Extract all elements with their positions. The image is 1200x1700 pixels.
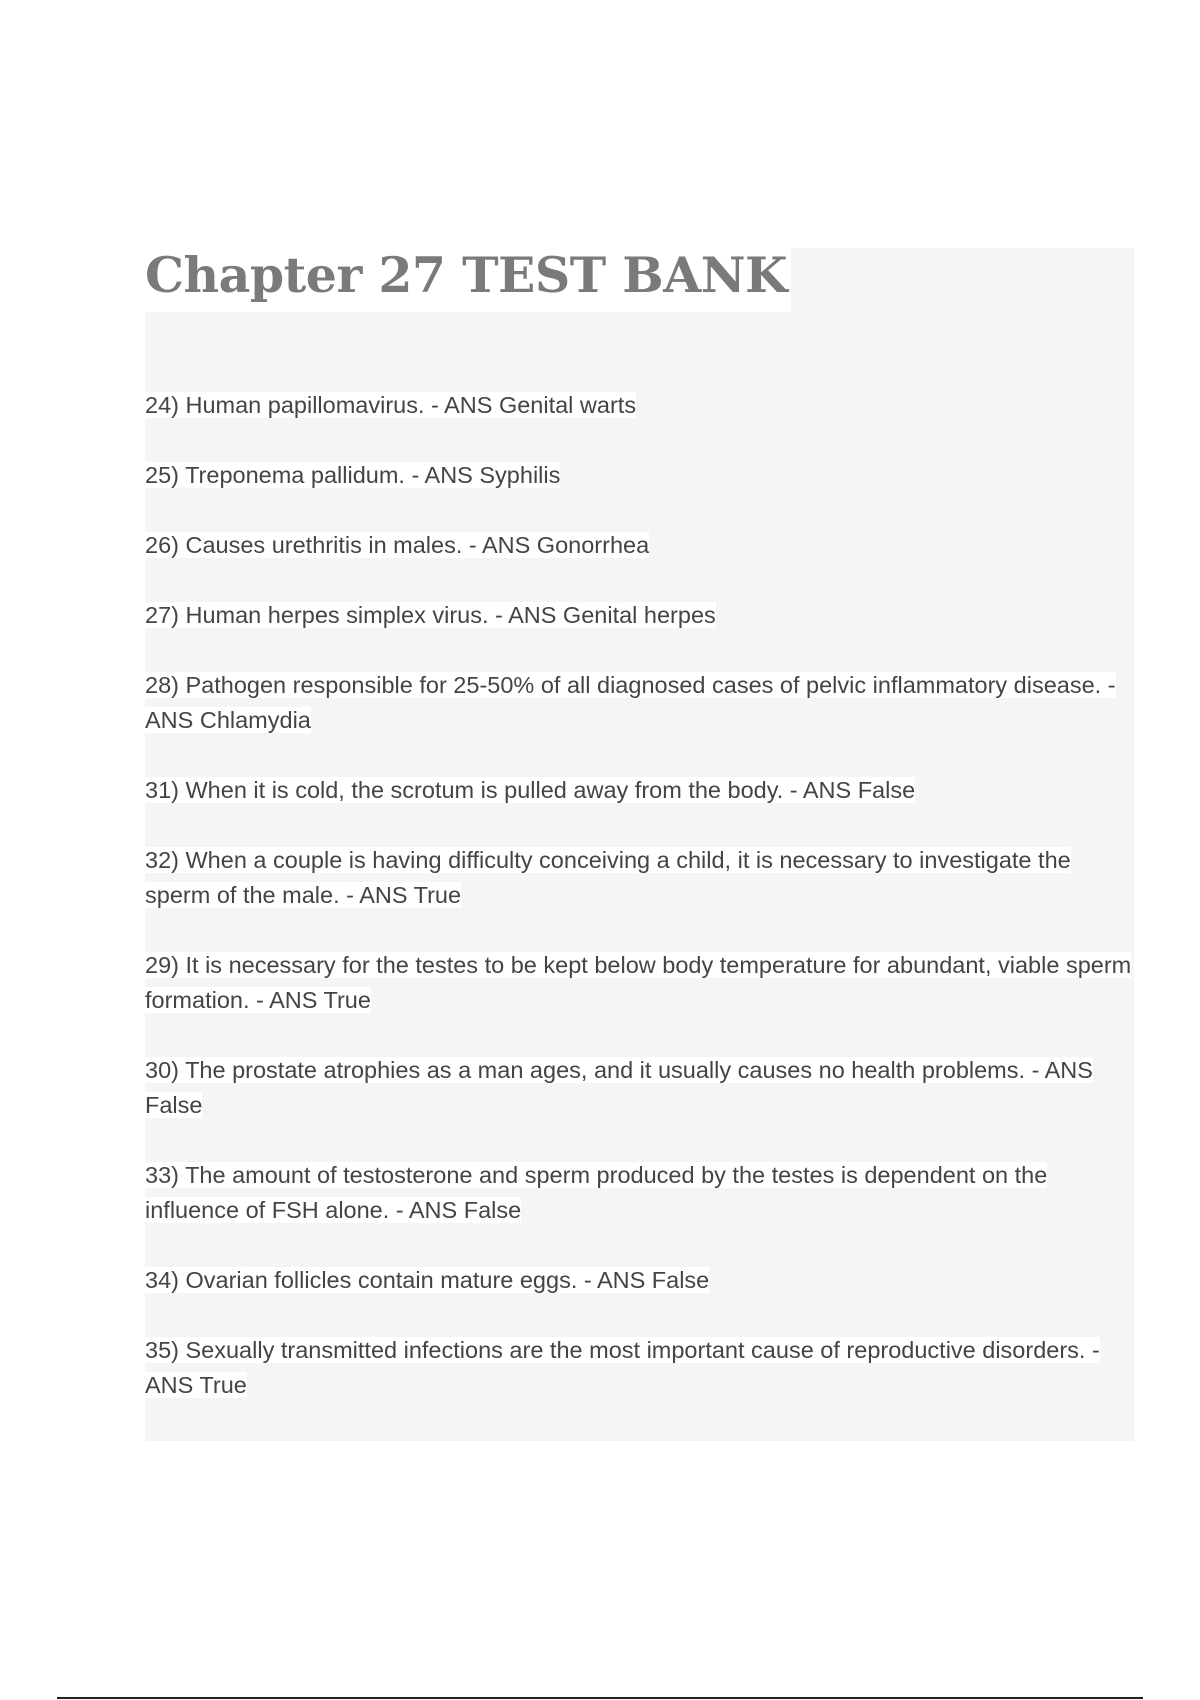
list-item: 25) Treponema pallidum. - ANS Syphilis	[145, 462, 561, 488]
list-item: 27) Human herpes simplex virus. - ANS Genital herpes	[145, 602, 716, 628]
list-item: 29) It is necessary for the testes to be kept below body temperature for abundant, viable sperm formation. - ANS True	[145, 952, 1132, 1013]
list-item: 32) When a couple is having difficulty conceiving a child, it is necessary to investigate the sperm of the male. - ANS True	[145, 847, 1071, 908]
list-item: 34) Ovarian follicles contain mature eggs. - ANS False	[145, 1267, 710, 1293]
list-item: 24) Human papillomavirus. - ANS Genital warts	[145, 392, 637, 418]
list-item: 28) Pathogen responsible for 25-50% of all diagnosed cases of pelvic inflammatory disease. - ANS Chlamydia	[145, 672, 1116, 733]
list-item: 31) When it is cold, the scrotum is pulled away from the body. - ANS False	[145, 777, 916, 803]
list-item: 30) The prostate atrophies as a man ages, and it usually causes no health problems. - ANS False	[145, 1057, 1093, 1118]
page-title: Chapter 27 TEST BANK	[145, 244, 791, 312]
footer-divider	[57, 1697, 1143, 1699]
list-item: 26) Causes urethritis in males. - ANS Gonorrhea	[145, 532, 650, 558]
list-item: 35) Sexually transmitted infections are the most important cause of reproductive disorders. - ANS True	[145, 1337, 1100, 1398]
question-list	[145, 388, 1135, 1403]
list-item: 33) The amount of testosterone and sperm produced by the testes is dependent on the influence of FSH alone. - ANS False	[145, 1162, 1048, 1223]
